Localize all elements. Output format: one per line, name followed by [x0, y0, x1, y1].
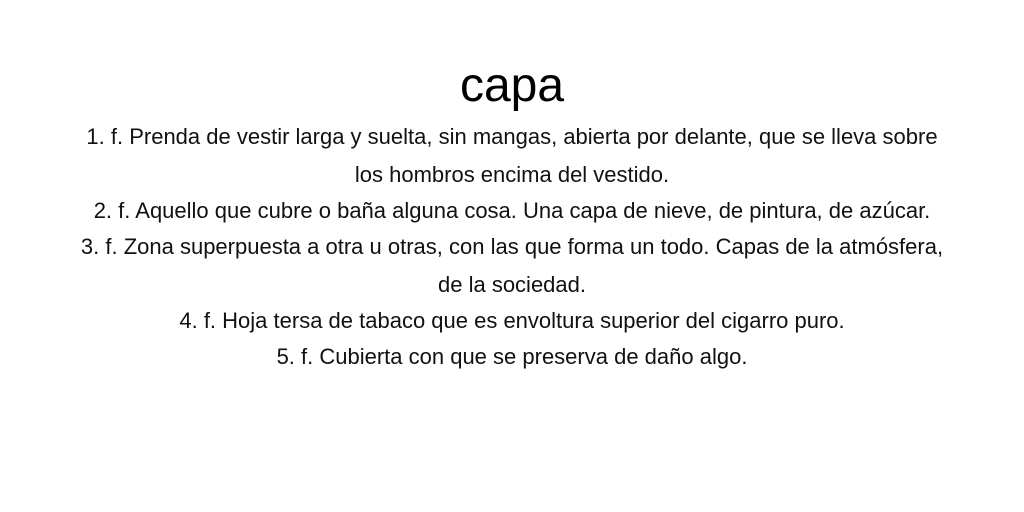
definition-2: 2. f. Aquello que cubre o baña alguna cosa. Una capa de nieve, de pintura, de azúcar. [93, 198, 931, 223]
dictionary-entry [70, 56, 954, 374]
definition-4: 4. f. Hoja tersa de tabaco que es envoltura superior del cigarro puro. [179, 308, 845, 333]
definition-5: 5. f. Cubierta con que se preserva de daño algo. [276, 344, 748, 369]
definition-3: 3. f. Zona superpuesta a otra u otras, con las que forma un todo. Capas de la atmósfera, de la sociedad. [80, 234, 944, 297]
headword: capa [459, 59, 565, 112]
definition-1: 1. f. Prenda de vestir larga y suelta, sin mangas, abierta por delante, que se lleva sobre los hombros encima del vestido. [86, 124, 938, 187]
definition-list [70, 118, 954, 376]
